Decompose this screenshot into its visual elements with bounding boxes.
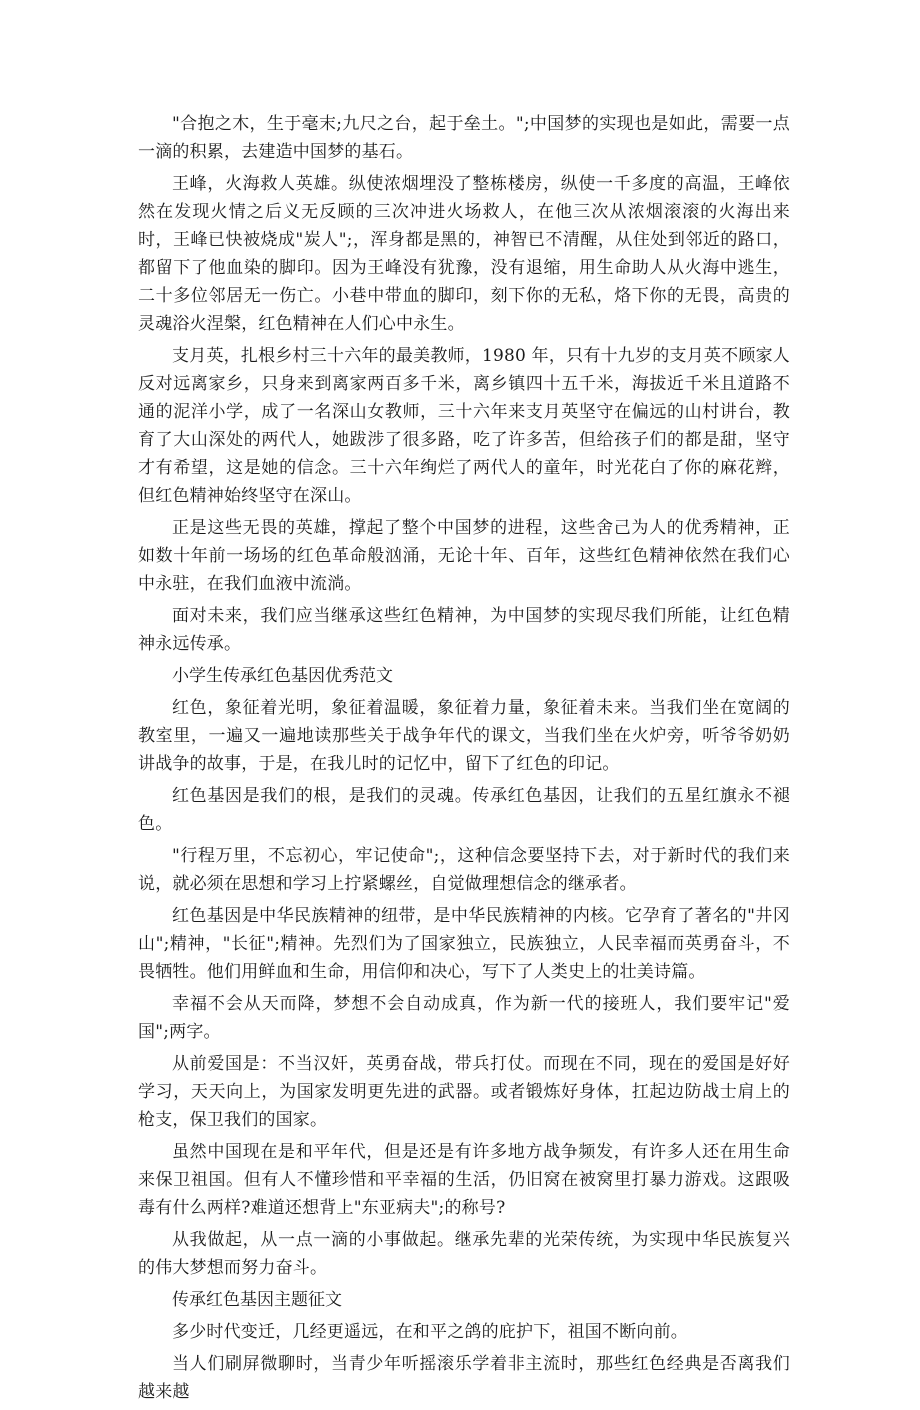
paragraph: 从我做起，从一点一滴的小事做起。继承先辈的光荣传统，为实现中华民族复兴的伟大梦想而努力奋斗。 [138,1230,790,1278]
paragraph: "合抱之木，生于毫末;九尺之台，起于垒土。";中国梦的实现也是如此，需要一点一滴的积累，去建造中国梦的基石。 [138,114,790,162]
paragraph: 幸福不会从天而降，梦想不会自动成真，作为新一代的接班人，我们要牢记"爱国";两字。 [138,994,790,1042]
paragraph: 王峰，火海救人英雄。纵使浓烟埋没了整栋楼房，纵使一千多度的高温，王峰依然在发现火情之后义无反顾的三次冲进火场救人，在他三次从浓烟滚滚的火海出来时，王峰已快被烧成"炭人";，浑身都是黑的，神智已不清醒，从住处到邻近的路口，都留下了他血染的脚印。因为王峰没有犹豫，没有退缩，用生命助人从火海中逃生，二十多位邻居无一伤亡。小巷中带血的脚印，刻下你的无私，烙下你的无畏，高贵的灵魂浴火涅槃，红色精神在人们心中永生。 [138,174,790,334]
document-body [138,110,790,1410]
paragraph: 从前爱国是：不当汉奸，英勇奋战，带兵打仗。而现在不同，现在的爱国是好好学习，天天向上，为国家发明更先进的武器。或者锻炼好身体，扛起边防战士肩上的枪支，保卫我们的国家。 [138,1054,790,1130]
paragraph: 当人们刷屏微聊时，当青少年听摇滚乐学着非主流时，那些红色经典是否离我们越来越 [138,1354,790,1402]
paragraph: 多少时代变迁，几经更遥远，在和平之鸽的庇护下，祖国不断向前。 [172,1322,688,1342]
paragraph: 正是这些无畏的英雄，撑起了整个中国梦的进程，这些舍己为人的优秀精神，正如数十年前一场场的红色革命般汹涌，无论十年、百年，这些红色精神依然在我们心中永驻，在我们血液中流淌。 [138,518,790,594]
section-title: 小学生传承红色基因优秀范文 [172,666,393,686]
paragraph: "行程万里，不忘初心，牢记使命";，这种信念要坚持下去，对于新时代的我们来说，就必须在思想和学习上拧紧螺丝，自觉做理想信念的继承者。 [138,846,790,894]
paragraph: 面对未来，我们应当继承这些红色精神，为中国梦的实现尽我们所能，让红色精神永远传承。 [138,606,790,654]
paragraph: 虽然中国现在是和平年代，但是还是有许多地方战争频发，有许多人还在用生命来保卫祖国。但有人不懂珍惜和平幸福的生活，仍旧窝在被窝里打暴力游戏。这跟吸毒有什么两样?难道还想背上"东亚病夫";的称号? [138,1142,790,1218]
paragraph: 红色，象征着光明，象征着温暖，象征着力量，象征着未来。当我们坐在宽阔的教室里，一遍又一遍地读那些关于战争年代的课文，当我们坐在火炉旁，听爷爷奶奶讲战争的故事，于是，在我儿时的记忆中，留下了红色的印记。 [138,698,790,774]
paragraph: 支月英，扎根乡村三十六年的最美教师，1980 年，只有十九岁的支月英不顾家人反对远离家乡，只身来到离家两百多千米，离乡镇四十五千米，海拔近千米且道路不通的泥洋小学，成了一名深山女教师，三十六年来支月英坚守在偏远的山村讲台，教育了大山深处的两代人，她跋涉了很多路，吃了许多苦，但给孩子们的都是甜，坚守才有希望，这是她的信念。三十六年绚烂了两代人的童年，时光花白了你的麻花辫，但红色精神始终坚守在深山。 [138,346,790,506]
paragraph: 红色基因是中华民族精神的纽带，是中华民族精神的内核。它孕育了著名的"井冈山";精神，"长征";精神。先烈们为了国家独立，民族独立，人民幸福而英勇奋斗，不畏牺牲。他们用鲜血和生命，用信仰和决心，写下了人类史上的壮美诗篇。 [138,906,790,982]
paragraph: 红色基因是我们的根，是我们的灵魂。传承红色基因，让我们的五星红旗永不褪色。 [138,786,790,834]
section-title: 传承红色基因主题征文 [172,1290,342,1310]
